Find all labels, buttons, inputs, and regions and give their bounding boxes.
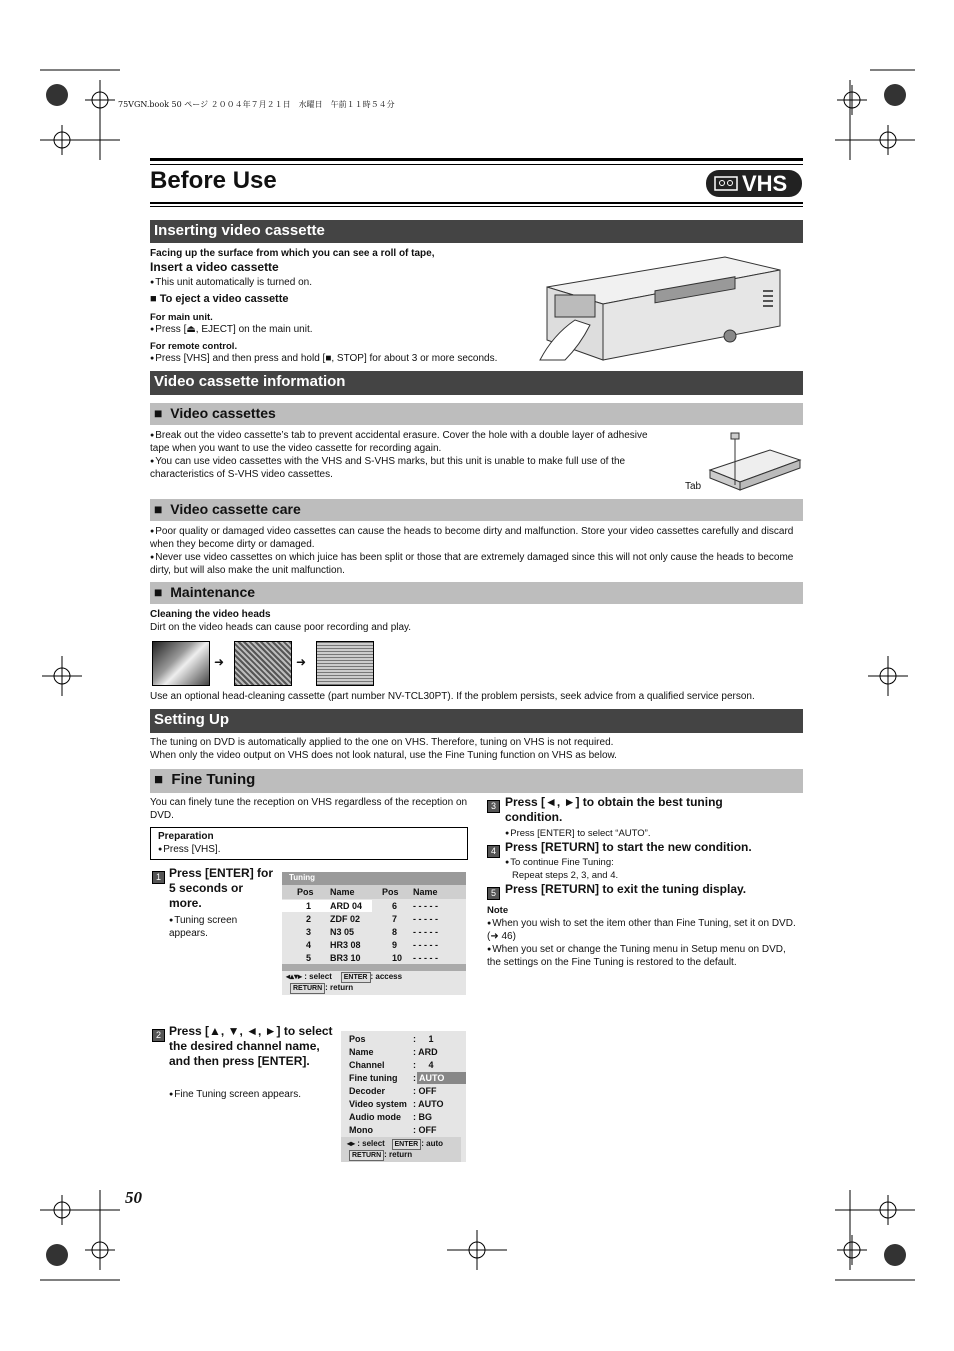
step-3-num <box>487 797 506 815</box>
tuning-name: N3 05 <box>330 927 355 937</box>
care-b1-text: Poor quality or damaged video cassettes can cause the heads to become dirty and malfunction. Store your video cassettes carefully and discard when they become dirty or damaged. <box>150 526 794 550</box>
arrow-right-icon: ➜ <box>214 655 225 669</box>
setting-l1: The tuning on DVD is automatically applied to the one on VHS. Therefore, tuning on VHS is not required. <box>150 737 614 748</box>
tuning-pos: 1 <box>306 901 312 911</box>
page-title: Before Use <box>150 167 277 194</box>
fine-footer-2 <box>349 1150 412 1161</box>
fine-key: Video system <box>349 1099 407 1109</box>
enter-key: ENTER <box>392 1139 422 1150</box>
cassettes-b1-text: Break out the video cassette’s tab to prevent accidental erasure. Cover the hole with a double layer of adhesive tape when you want to use the video cassette for recording again. <box>150 430 648 454</box>
auto-on-text <box>150 276 312 289</box>
tuning-pos: 3 <box>306 927 312 937</box>
fine-key: Decoder <box>349 1086 386 1096</box>
h-name: Name <box>330 887 355 897</box>
step-number: 5 <box>487 887 500 900</box>
fine-value: : OFF <box>413 1125 437 1135</box>
cassette-tab-illustration <box>700 430 805 495</box>
insert-text: Insert a video cassette <box>150 260 279 274</box>
tuning-pos: 4 <box>306 940 312 950</box>
preparation-box <box>150 827 468 860</box>
maintenance-text: Dirt on the video heads can cause poor recording and play. <box>150 622 412 633</box>
main-label: For main unit. <box>150 312 213 323</box>
tuning-pos2: 7 <box>392 914 398 924</box>
note-1-text: When you wish to set the item other than Fine Tuning, set it on DVD. (➜ 46) <box>487 918 796 942</box>
step-1-note-text: Tuning screen appears. <box>169 915 238 939</box>
note-title: Note <box>487 905 509 916</box>
step-number: 1 <box>152 871 165 884</box>
tuning-name2: - - - - - <box>413 901 438 911</box>
fine-value: : 1 <box>413 1034 434 1044</box>
sub-care-title: Video cassette care <box>170 501 301 517</box>
facing-text: Facing up the surface from which you can see a roll of tape, <box>150 248 435 259</box>
care-b1 <box>150 525 800 551</box>
step-4-text: Press [RETURN] to start the new condition. <box>505 840 752 854</box>
fine-key: Mono <box>349 1125 373 1135</box>
enter-key: ENTER <box>341 972 371 983</box>
updown-leftright-icon: ◂▴▾▸ <box>286 972 303 981</box>
main-text-line <box>150 323 313 336</box>
fine-auto: : auto <box>421 1139 444 1148</box>
tuning-menu-title: Tuning <box>289 873 316 882</box>
vhs-badge <box>706 170 802 197</box>
tuning-pos: 2 <box>306 914 312 924</box>
step-4-note1 <box>505 856 614 869</box>
tuning-pos2: 8 <box>392 927 398 937</box>
step-4-note2: Repeat steps 2, 3, and 4. <box>512 870 619 881</box>
tuning-name: BR3 10 <box>330 953 361 963</box>
leftright-icon: ◂▸ <box>347 1139 356 1148</box>
cassette-icon <box>714 176 738 191</box>
picture-static <box>316 641 374 686</box>
fine-menu <box>341 1031 466 1162</box>
square-icon: ■ <box>154 771 172 788</box>
remote-text-line <box>150 352 497 365</box>
fine-value: : ARD <box>413 1047 438 1057</box>
tuning-menu-bar <box>282 964 466 971</box>
step-number: 4 <box>487 845 500 858</box>
main-text: Press [⏏, EJECT] on the main unit. <box>155 324 313 335</box>
step-2-note <box>169 1088 301 1101</box>
fine-key: Pos <box>349 1034 366 1044</box>
section-info: Video cassette information <box>150 371 803 395</box>
sub-cassettes-title: Video cassettes <box>170 405 276 421</box>
remote-label: For remote control. <box>150 341 238 352</box>
tuning-name: HR3 08 <box>330 940 361 950</box>
step-3-text: Press [◄, ►] to obtain the best tuning condition. <box>505 795 723 824</box>
tuning-name2: - - - - - <box>413 940 438 950</box>
picture-noisy <box>234 641 292 686</box>
tab-label: Tab <box>685 481 702 492</box>
cassettes-b2 <box>150 455 650 481</box>
prep-title: Preparation <box>158 831 214 842</box>
fine-footer-1 <box>347 1139 443 1150</box>
return-key: RETURN <box>349 1150 384 1161</box>
h-name2: Name <box>413 887 438 897</box>
eject-title-text: To eject a video cassette <box>159 293 289 305</box>
sub-cassettes <box>150 403 803 425</box>
tuning-name2: - - - - - <box>413 914 438 924</box>
sub-maintenance <box>150 582 803 604</box>
step-5-num <box>487 884 506 902</box>
square-icon: ■ <box>154 405 171 421</box>
note-2 <box>487 943 802 969</box>
section-inserting: Inserting video cassette <box>150 220 803 243</box>
fine-value: : 4 <box>413 1060 434 1070</box>
fine-select: : select <box>357 1139 385 1148</box>
tuning-name2: - - - - - <box>413 927 438 937</box>
tuning-select: : select <box>304 972 332 981</box>
tuning-return: : return <box>325 983 354 992</box>
tuning-pos2: 9 <box>392 940 398 950</box>
tuning-name: ZDF 02 <box>330 914 361 924</box>
return-key: RETURN <box>290 983 325 994</box>
tuning-name: ARD 04 <box>330 901 363 911</box>
setting-l2: When only the video output on VHS does not look natural, use the Fine Tuning function on VHS as below. <box>150 750 617 761</box>
maintenance-note: Use an optional head-cleaning cassette (part number NV-TCL30PT). If the problem persists, seek advice from a qualified service person. <box>150 691 755 702</box>
header-meta: 75VGN.book 50 ページ ２００４年７月２１日 水曜日 午前１１時５４分 <box>118 100 395 109</box>
maintenance-sub: Cleaning the video heads <box>150 609 271 620</box>
tuning-pos2: 10 <box>392 953 403 963</box>
prep-line <box>158 843 220 856</box>
step-4-num <box>487 842 506 860</box>
tuning-name2: - - - - - <box>413 953 438 963</box>
tuning-footer-2 <box>290 983 353 994</box>
vhs-badge-label: VHS <box>742 171 788 196</box>
step-2-text: Press [▲, ▼, ◄, ►] to select the desired channel name, and then press [ENTER]. <box>169 1024 333 1068</box>
step-4-note1-text: To continue Fine Tuning: <box>510 857 614 868</box>
title-rule-2 <box>150 164 803 165</box>
step-3-note-text: Press [ENTER] to select “AUTO”. <box>510 828 651 839</box>
tuning-footer-1 <box>286 972 402 983</box>
fine-key: Audio mode <box>349 1112 401 1122</box>
fine-return: : return <box>384 1150 413 1159</box>
step-1-note <box>169 914 269 940</box>
section-setting: Setting Up <box>150 709 803 733</box>
fine-value: : AUTO <box>413 1099 444 1109</box>
cassettes-b2-text: You can use video cassettes with the VHS and S-VHS marks, but this unit is unable to make full use of the characteristics of S-VHS video cassettes. <box>150 456 626 480</box>
picture-clean <box>152 641 210 686</box>
tuning-pos2: 6 <box>392 901 398 911</box>
note-2-text: When you set or change the Tuning menu in Setup menu on DVD, the settings on the Fine Tuning is restored to the default. <box>487 944 786 968</box>
fine-key: Name <box>349 1047 374 1057</box>
page-number: 50 <box>125 1188 142 1207</box>
square-icon: ■ <box>150 293 160 305</box>
fine-colon: : <box>413 1073 416 1083</box>
step-3-note <box>505 827 650 840</box>
sub-fine-title: Fine Tuning <box>171 771 256 788</box>
h-pos: Pos <box>297 887 314 897</box>
care-b2 <box>150 551 800 577</box>
cassettes-b1 <box>150 429 650 455</box>
step-2-note-text: Fine Tuning screen appears. <box>174 1089 301 1100</box>
prep-text: Press [VHS]. <box>163 844 221 855</box>
tuning-menu <box>282 872 466 995</box>
auto-on: This unit automatically is turned on. <box>155 277 312 288</box>
fine-tuning-value-highlight: AUTO <box>417 1072 466 1084</box>
care-b2-text: Never use video cassettes on which juice has been split or those that are extremely damaged since this will not only cause the heads to become dirty, but will also make the unit malfunction. <box>150 552 794 576</box>
step-1-text: Press [ENTER] for 5 seconds or more. <box>169 866 274 910</box>
sub-care <box>150 499 803 521</box>
title-rule-4 <box>150 206 803 207</box>
note-1 <box>487 917 802 943</box>
fine-key: Channel <box>349 1060 385 1070</box>
sub-fine <box>150 769 803 793</box>
remote-text: Press [VHS] and then press and hold [■, STOP] for about 3 or more seconds. <box>155 353 498 364</box>
square-icon: ■ <box>154 584 171 600</box>
step-number: 3 <box>487 800 500 813</box>
title-rule-bottom <box>150 202 803 204</box>
square-icon: ■ <box>154 501 171 517</box>
h-pos2: Pos <box>382 887 399 897</box>
fine-value: : OFF <box>413 1086 437 1096</box>
fine-key: Fine tuning <box>349 1073 398 1083</box>
fine-value: : BG <box>413 1112 432 1122</box>
fine-intro: You can finely tune the reception on VHS regardless of the reception on DVD. <box>150 797 468 821</box>
step-5-text: Press [RETURN] to exit the tuning display. <box>505 882 747 896</box>
vcr-illustration <box>535 250 785 368</box>
step-number: 2 <box>152 1029 165 1042</box>
sub-maintenance-title: Maintenance <box>170 584 256 600</box>
tuning-pos: 5 <box>306 953 312 963</box>
tuning-access: : access <box>370 972 403 981</box>
eject-title <box>150 293 289 306</box>
arrow-right-icon: ➜ <box>296 655 307 669</box>
title-rule-top <box>150 158 803 161</box>
